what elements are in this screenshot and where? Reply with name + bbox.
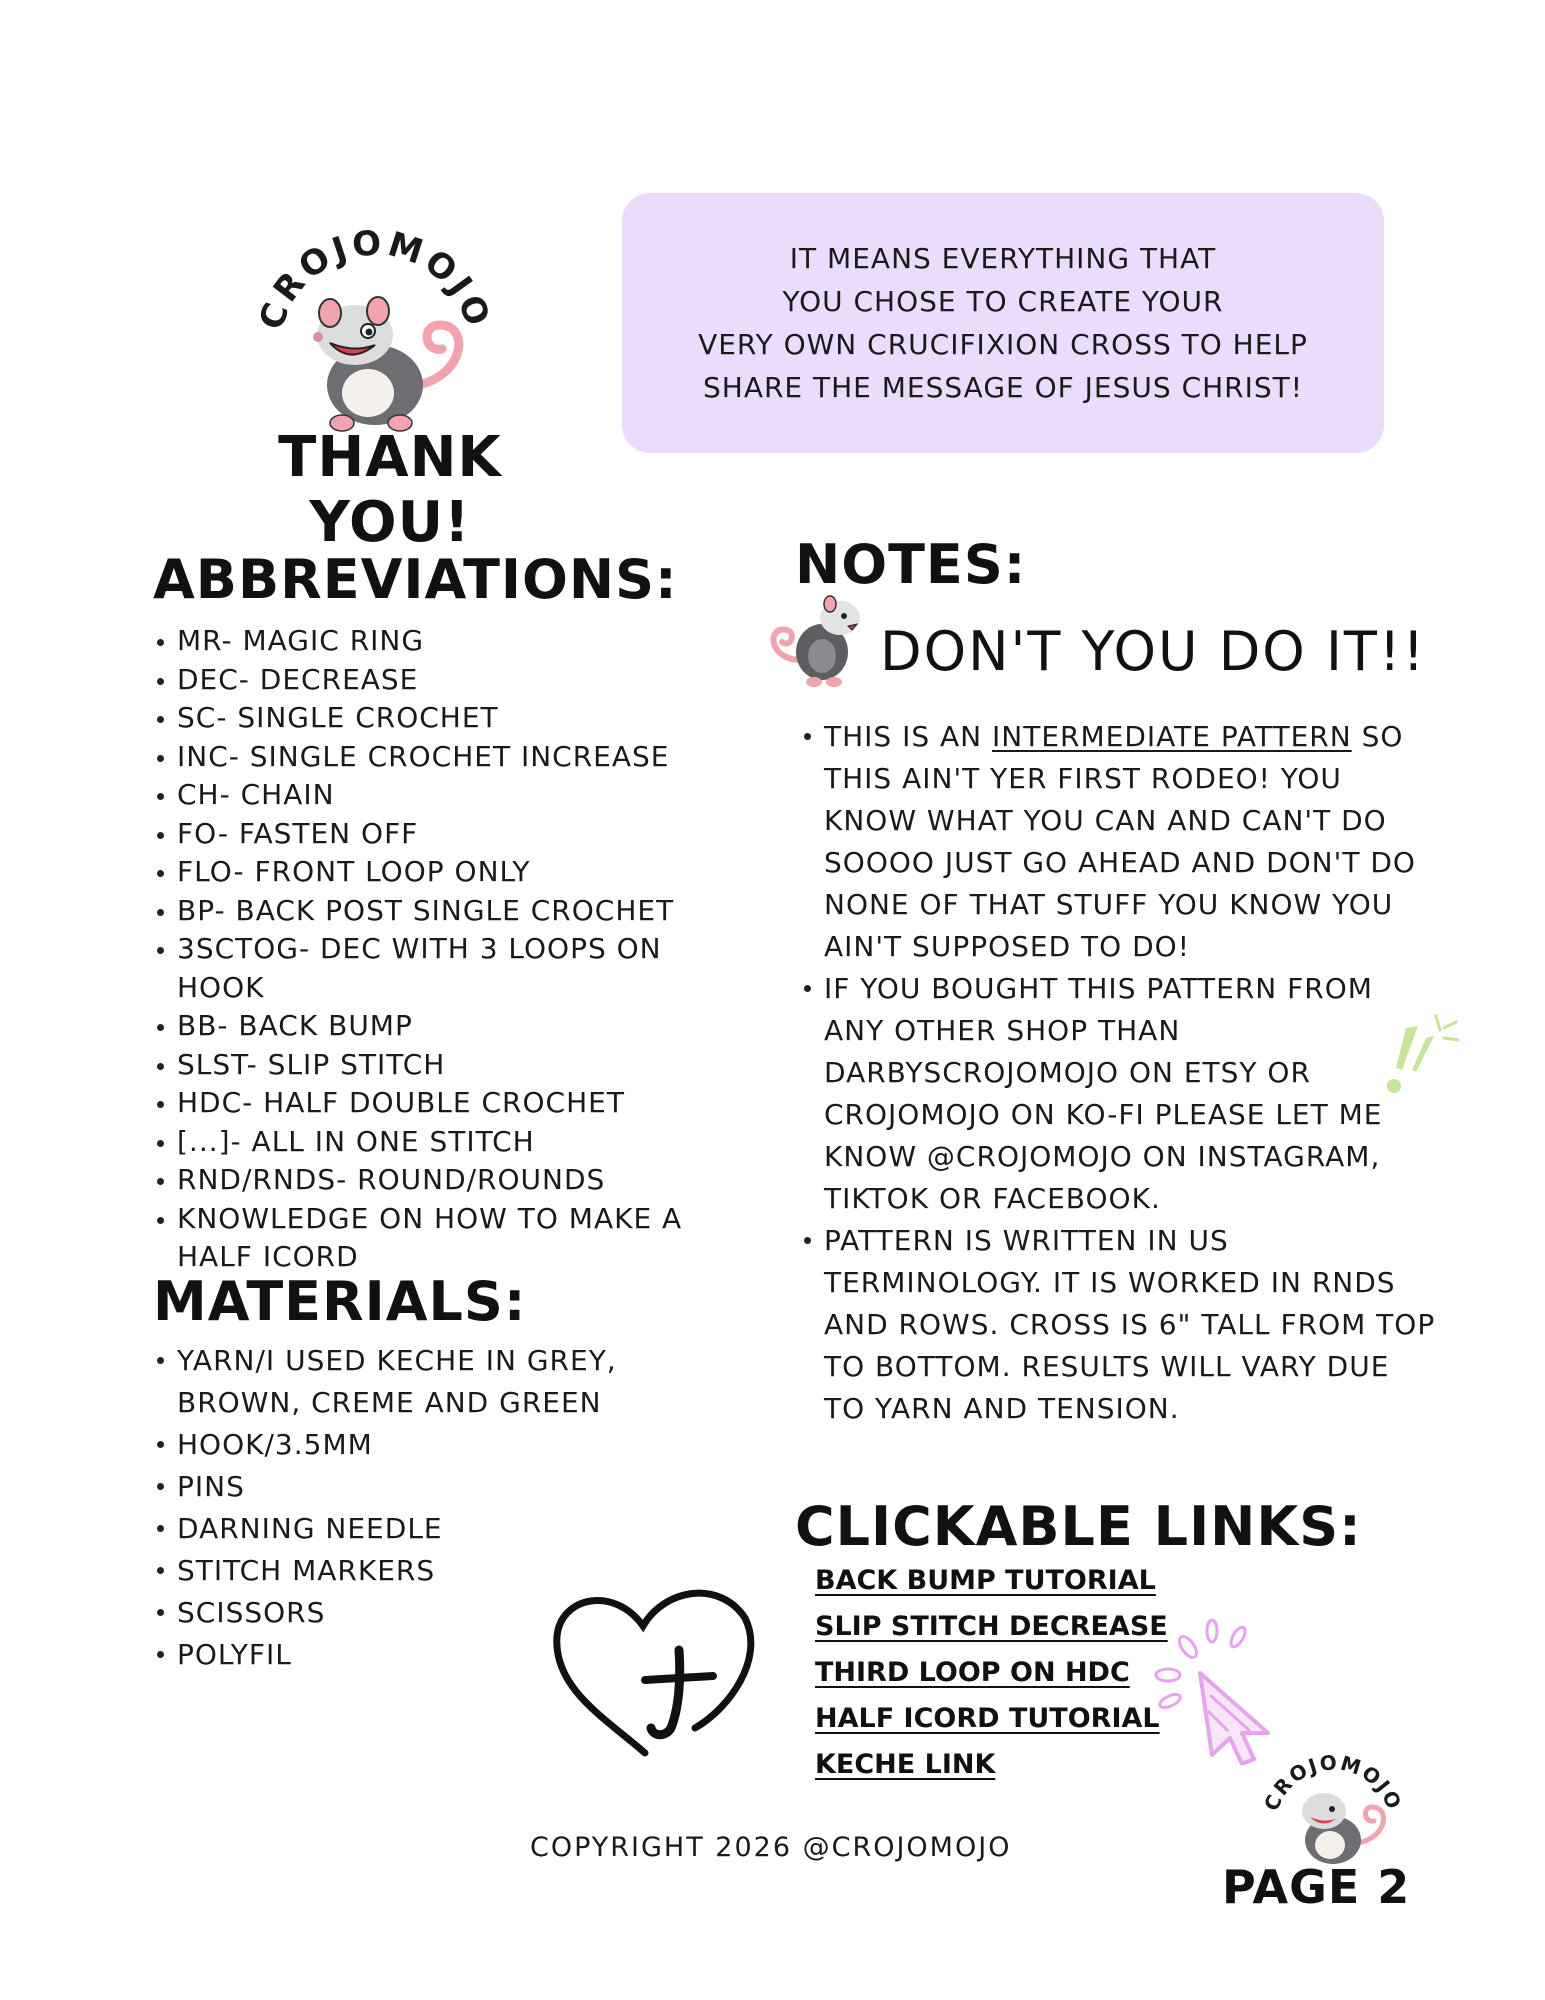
possum-mascot-icon bbox=[762, 590, 872, 690]
dont-you-do-it-tagline: DON'T YOU DO IT!! bbox=[880, 620, 1427, 683]
thank-you-message-box bbox=[622, 193, 1384, 453]
list-item: FO- FASTEN OFF bbox=[153, 815, 733, 854]
list-item: KNOWLEDGE ON HOW TO MAKE A HALF ICORD bbox=[153, 1200, 733, 1277]
list-item: STITCH MARKERS bbox=[153, 1550, 673, 1592]
link-third-loop-on-hdc[interactable]: THIRD LOOP ON HDC bbox=[815, 1657, 1130, 1688]
note-text: THIS IS AN bbox=[824, 720, 993, 753]
note-item: PATTERN IS WRITTEN IN US TERMINOLOGY. IT IS WORKED IN RNDS AND ROWS. CROSS IS 6" TALL FROM TOP TO BOTTOM. RESULTS WILL VARY DUE TO YARN AND TENSION. bbox=[800, 1220, 1440, 1430]
list-item: SC- SINGLE CROCHET bbox=[153, 699, 733, 738]
list-item: CH- CHAIN bbox=[153, 776, 733, 815]
clickable-links-heading: CLICKABLE LINKS: bbox=[795, 1495, 1362, 1558]
list-item: RND/RNDS- ROUND/ROUNDS bbox=[153, 1161, 733, 1200]
message-line: SHARE THE MESSAGE OF JESUS CHRIST! bbox=[702, 371, 1303, 404]
notes-heading: NOTES: bbox=[795, 533, 1027, 596]
list-item: HDC- HALF DOUBLE CROCHET bbox=[153, 1084, 733, 1123]
svg-text:CROJOMOJO: CROJOMOJO bbox=[251, 225, 499, 335]
page-number: PAGE 2 bbox=[1222, 1860, 1411, 1914]
list-item: PINS bbox=[153, 1466, 673, 1508]
message-line: IT MEANS EVERYTHING THAT bbox=[789, 242, 1217, 275]
list-item: FLO- FRONT LOOP ONLY bbox=[153, 853, 733, 892]
crojomojo-logo-small bbox=[1258, 1745, 1408, 1870]
link-back-bump-tutorial[interactable]: BACK BUMP TUTORIAL bbox=[815, 1565, 1156, 1596]
list-item: MR- MAGIC RING bbox=[153, 622, 733, 661]
list-item: BB- BACK BUMP bbox=[153, 1007, 733, 1046]
exclamation-doodle-icon bbox=[1378, 1008, 1460, 1106]
link-half-icord-tutorial[interactable]: HALF ICORD TUTORIAL bbox=[815, 1703, 1160, 1734]
heart-cross-icon bbox=[545, 1578, 760, 1773]
list-item: SLST- SLIP STITCH bbox=[153, 1046, 733, 1085]
notes-list bbox=[800, 716, 1440, 1430]
list-item: DEC- DECREASE bbox=[153, 661, 733, 700]
note-item: IF YOU BOUGHT THIS PATTERN FROM ANY OTHER SHOP THAN DARBYSCROJOMOJO ON ETSY OR CROJOMOJO ON KO-FI PLEASE LET ME KNOW @CROJOMOJO ON INSTAGRAM, TIKTOK OR FACEBOOK. bbox=[800, 968, 1440, 1220]
list-item: [...]- ALL IN ONE STITCH bbox=[153, 1123, 733, 1162]
note-item bbox=[800, 716, 1440, 968]
svg-text:CROJOMOJO: CROJOMOJO bbox=[1259, 1750, 1407, 1815]
list-item: BP- BACK POST SINGLE CROCHET bbox=[153, 892, 733, 931]
list-item: 3SCTOG- DEC WITH 3 LOOPS ON HOOK bbox=[153, 930, 733, 1007]
list-item: DARNING NEEDLE bbox=[153, 1508, 673, 1550]
intermediate-pattern-emphasis: INTERMEDIATE PATTERN bbox=[992, 720, 1352, 753]
thank-you-heading: THANK YOU! bbox=[278, 425, 502, 555]
pointer-cursor-icon bbox=[1150, 1615, 1290, 1765]
list-item: POLYFIL bbox=[153, 1634, 673, 1676]
abbreviations-heading: ABBREVIATIONS: bbox=[153, 548, 678, 611]
copyright-text: COPYRIGHT 2026 @CROJOMOJO bbox=[530, 1832, 1012, 1863]
abbreviations-list bbox=[153, 622, 733, 1277]
crojomojo-logo-possum bbox=[250, 225, 500, 445]
message-line: YOU CHOSE TO CREATE YOUR bbox=[782, 285, 1224, 318]
note-text: SO THIS AIN'T YER FIRST RODEO! YOU KNOW WHAT YOU CAN AND CAN'T DO SOOOO JUST GO AHEAD AND DON'T DO NONE OF THAT STUFF YOU KNOW YOU AIN'T SUPPOSED TO DO! bbox=[824, 720, 1416, 963]
link-keche[interactable]: KECHE LINK bbox=[815, 1749, 996, 1780]
list-item: INC- SINGLE CROCHET INCREASE bbox=[153, 738, 733, 777]
materials-heading: MATERIALS: bbox=[153, 1270, 527, 1333]
list-item: YARN/I USED KECHE IN GREY, BROWN, CREME AND GREEN bbox=[153, 1340, 673, 1424]
message-line: VERY OWN CRUCIFIXION CROSS TO HELP bbox=[698, 328, 1308, 361]
list-item: SCISSORS bbox=[153, 1592, 673, 1634]
link-slip-stitch-decrease[interactable]: SLIP STITCH DECREASE bbox=[815, 1611, 1168, 1642]
list-item: HOOK/3.5MM bbox=[153, 1424, 673, 1466]
